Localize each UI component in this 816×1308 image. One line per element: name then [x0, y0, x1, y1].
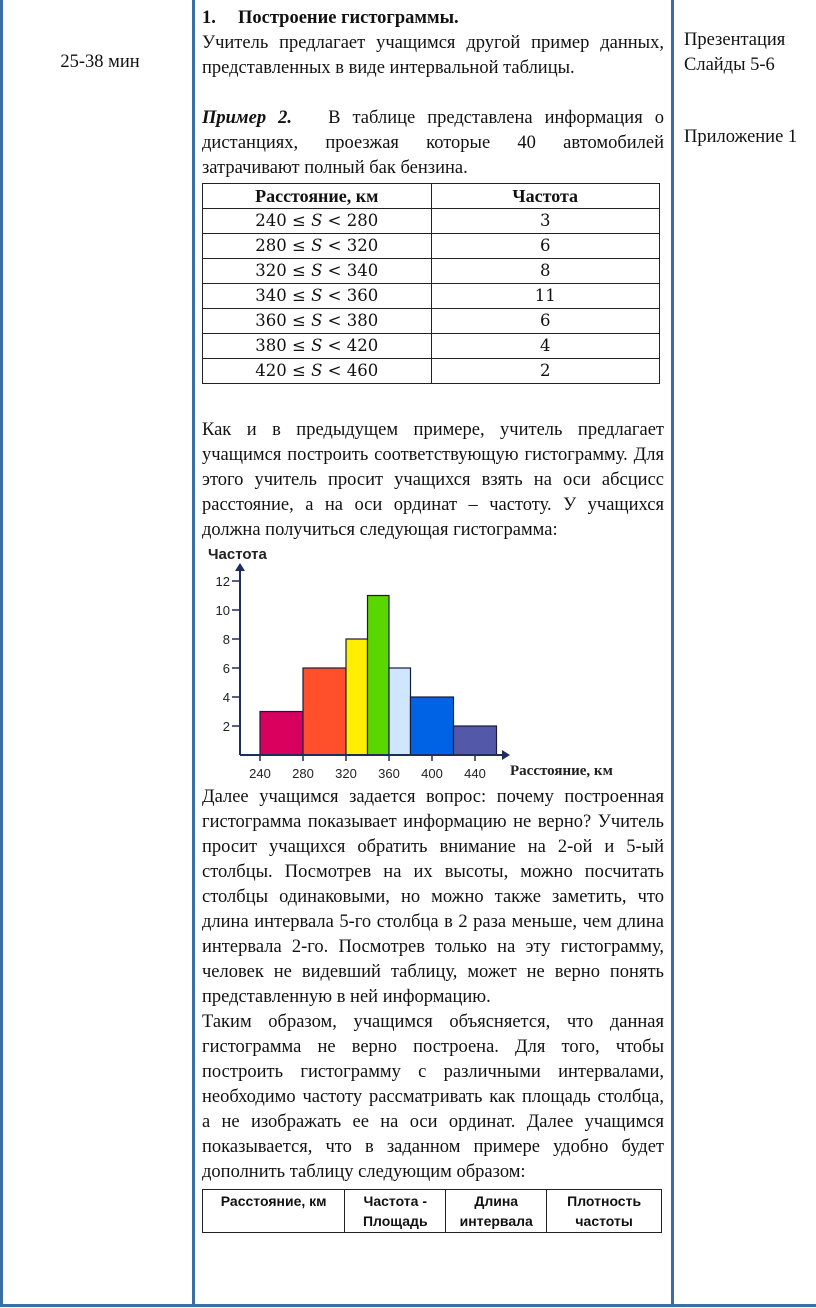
y-tick-label: 2 — [222, 719, 230, 734]
x-tick-label: 280 — [292, 766, 314, 781]
frequency-cell: 2 — [431, 359, 660, 384]
frequency-cell: 6 — [431, 234, 660, 259]
histogram-bar-3 — [346, 639, 368, 755]
intro-paragraph: Учитель предлагает учащимся другой пример данных, представленных в виде интервальной таблицы. — [202, 33, 664, 78]
x-tick-label: 400 — [421, 766, 443, 781]
resource-appendix: Приложение 1 — [684, 127, 798, 147]
content-cell — [202, 6, 664, 1233]
paragraph-after-chart-1: Далее учащимся задается вопрос: почему построенная гистограмма показывает информацию не верно? Учитель просит учащихся обратить внимание на 2-ой и 5-ый столбцы. Посмотрев на их высоты, можно посчитать столбцы одинаковыми, но можно также заметить, что длина интервала 5-го столбца в 2 раза меньше, чем длина интервала 2-го. Посмотрев только на эту гистограмму, человек не видевший таблицу, может не верно понять представленную в ней информацию. — [202, 787, 664, 1007]
table-border-col1 — [192, 0, 195, 1306]
table-header-row — [203, 184, 660, 209]
chart-y-axis-label: Частота — [208, 546, 267, 563]
histogram-bar-7 — [454, 726, 497, 755]
header-distance: Расстояние, км — [203, 1190, 345, 1233]
histogram-chart — [202, 543, 642, 785]
header-frequency-area: Частота - Площадь — [345, 1190, 446, 1233]
y-tick-label: 10 — [215, 603, 230, 618]
frequency-cell: 3 — [431, 209, 660, 234]
extended-table — [202, 1189, 662, 1233]
y-tick-label: 6 — [222, 661, 230, 676]
frequency-cell: 4 — [431, 334, 660, 359]
header-distance: Расстояние, км — [203, 184, 432, 209]
interval-cell: 420 ≤ S < 460 — [203, 359, 432, 384]
distance-table — [202, 183, 660, 384]
histogram-bar-2 — [303, 668, 346, 755]
chart-x-axis-label: Расстояние, км — [510, 763, 613, 779]
resource-presentation: Презентация — [684, 30, 786, 50]
section-heading — [202, 6, 664, 31]
header-frequency: Частота — [431, 184, 660, 209]
interval-cell: 280 ≤ S < 320 — [203, 234, 432, 259]
table-border-left — [0, 0, 3, 1306]
frequency-cell: 6 — [431, 309, 660, 334]
y-tick-label: 12 — [215, 574, 230, 589]
extended-table-header-row — [203, 1190, 662, 1233]
x-tick-label: 240 — [249, 766, 271, 781]
x-tick-label: 440 — [464, 766, 486, 781]
example-label: Пример 2. — [202, 108, 292, 128]
table-row — [203, 209, 660, 234]
resource-slides: Слайды 5-6 — [684, 55, 775, 75]
time-cell: 25-38 мин — [60, 52, 140, 72]
section-number: 1. — [202, 8, 216, 28]
histogram-bar-4 — [368, 596, 390, 756]
x-tick-label: 320 — [335, 766, 357, 781]
histogram-bar-5 — [389, 668, 411, 755]
header-interval-length: Длина интервала — [446, 1190, 547, 1233]
table-border-col2 — [671, 0, 674, 1306]
paragraph-before-chart: Как и в предыдущем примере, учитель предлагает учащимся построить соответствующую гистограмму. Для этого учитель просит учащихся взять на оси абсцисс расстояние, а на оси ординат – частоту. У учащихся должна получиться следующая гистограмма: — [202, 420, 664, 540]
frequency-cell: 11 — [431, 284, 660, 309]
y-tick-label: 8 — [222, 632, 230, 647]
interval-cell: 360 ≤ S < 380 — [203, 309, 432, 334]
table-row — [203, 359, 660, 384]
interval-cell: 320 ≤ S < 340 — [203, 259, 432, 284]
interval-cell: 380 ≤ S < 420 — [203, 334, 432, 359]
x-tick-label: 360 — [378, 766, 400, 781]
interval-cell: 340 ≤ S < 360 — [203, 284, 432, 309]
example-paragraph — [202, 106, 664, 181]
y-axis-arrow-icon — [235, 563, 245, 571]
table-border-bottom — [0, 1304, 816, 1307]
paragraph-after-chart-2: Таким образом, учащимся объясняется, что данная гистограмма не верно построена. Для того, чтобы построить гистограмму с различными интервалами, необходимо частоту рассматривать как площадь столбца, а не изображать ее на оси ординат. Далее учащимся показывается, что в заданном примере удобно будет дополнить таблицу следующим образом: — [202, 1012, 664, 1182]
section-title: Построение гистограммы. — [238, 8, 459, 28]
frequency-cell: 8 — [431, 259, 660, 284]
interval-cell: 240 ≤ S < 280 — [203, 209, 432, 234]
table-row — [203, 234, 660, 259]
x-axis-arrow-icon — [502, 750, 510, 760]
y-tick-label: 4 — [222, 690, 230, 705]
table-row — [203, 309, 660, 334]
histogram-bar-1 — [260, 712, 303, 756]
table-row — [203, 334, 660, 359]
table-row — [203, 259, 660, 284]
example-text: В таблице представлена информация о дистанциях, проезжая которые 40 автомобилей затрачивают полный бак бензина. — [202, 108, 664, 178]
header-frequency-density: Плотность частоты — [547, 1190, 662, 1233]
table-row — [203, 284, 660, 309]
histogram-bar-6 — [411, 697, 454, 755]
